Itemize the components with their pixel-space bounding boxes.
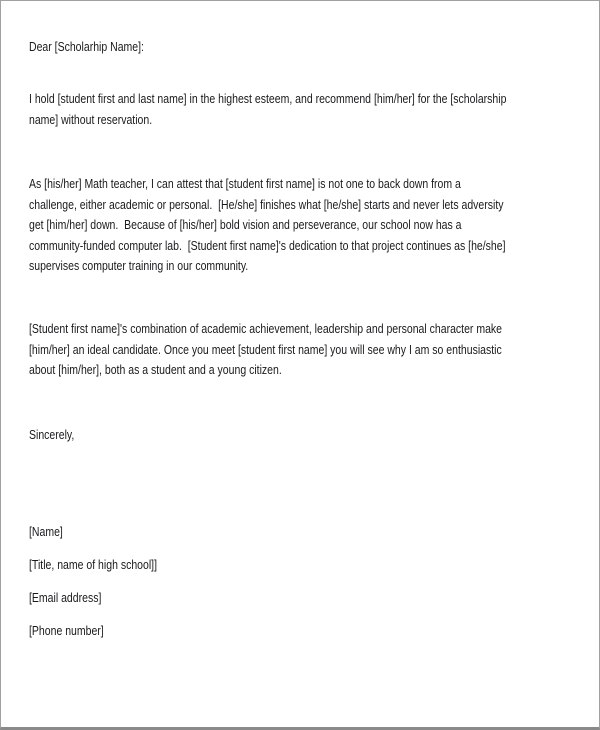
- paragraph-line: about [him/her], both as a student and a young citizen.: [29, 363, 282, 377]
- paragraph-esteem: [29, 89, 600, 130]
- paragraph-line: As [his/her] Math teacher, I can attest that [student first name] is not one to back down from a: [29, 177, 461, 191]
- closing-line: Sincerely,: [29, 428, 75, 442]
- letter-body: [29, 37, 600, 642]
- paragraph-line: get [him/her] down. Because of [his/her] bold vision and perseverance, our school now has a: [29, 218, 462, 232]
- paragraph-line: community-funded computer lab. [Student first name]'s dedication to that project continues as [he/she]: [29, 238, 506, 253]
- signature-phone-placeholder: [Phone number]: [29, 624, 104, 638]
- paragraph-line: challenge, either academic or personal. [He/she] finishes what [he/she] starts and never lets adversity: [29, 197, 504, 212]
- signature-title-placeholder: [Title, name of high school]]: [29, 558, 158, 572]
- signature-email-placeholder: [Email address]: [29, 591, 102, 605]
- paragraph-line: [Student first name]'s combination of academic achievement, leadership and personal character make: [29, 322, 503, 336]
- paragraph-line: supervises computer training in our community.: [29, 259, 249, 273]
- paragraph-candidate: [29, 319, 600, 381]
- paragraph-teacher: [29, 174, 600, 277]
- greeting-line: Dear [Scholarhip Name]:: [29, 40, 144, 54]
- paragraph-line: [him/her] an ideal candidate. Once you meet [student first name] you will see why I am so enthusiastic: [29, 342, 502, 357]
- paragraph-line: name] without reservation.: [29, 112, 153, 127]
- signature-name-placeholder: [Name]: [29, 525, 63, 539]
- paragraph-line: I hold [student first and last name] in the highest esteem, and recommend [him/her] for the [scholarship: [29, 92, 507, 106]
